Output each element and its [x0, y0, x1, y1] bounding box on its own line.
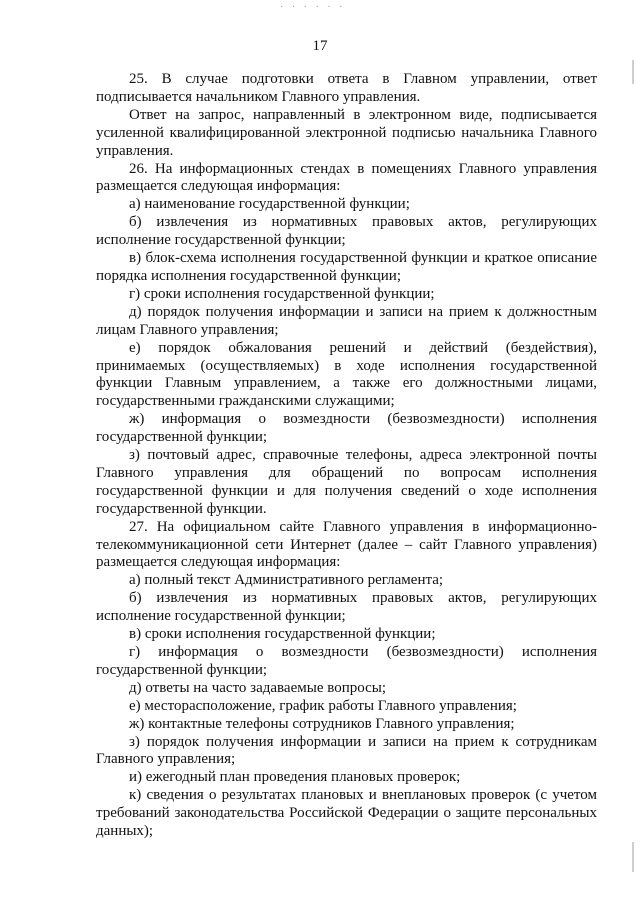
document-body — [96, 71, 597, 841]
scan-artifact: · · · · · · — [280, 2, 346, 13]
list-item: з) почтовый адрес, справочные телефоны, адреса электронной почты Главного управления для обращений по вопросам исполнения государственной функции и для получения сведений о ходе исполнения государственной функции. — [96, 447, 597, 517]
list-item: и) ежегодный план проведения плановых проверок; — [129, 769, 461, 786]
list-item: д) порядок получения информации и записи на прием к должностным лицам Главного управления; — [96, 303, 597, 338]
paragraph-26: 26. На информационных стендах в помещениях Главного управления размещается следующая информация: — [96, 160, 597, 195]
list-item: е) порядок обжалования решений и действий (бездействия), принимаемых (осуществляемых) в ходе исполнения государственной функции Главным управлением, а также его должностными лицами, государственными гражданскими служащими; — [96, 339, 597, 410]
paragraph-electronic-reply: Ответ на запрос, направленный в электронном виде, подписывается усиленной квалифицированной электронной подписью начальника Главного управления. — [96, 106, 597, 159]
paragraph-27: 27. На официальном сайте Главного управления в информационно-телекоммуникационной сети Интернет (далее – сайт Главного управления) размещается следующая информация: — [96, 518, 597, 571]
list-item: з) порядок получения информации и записи на прием к сотрудникам Главного управления; — [96, 733, 597, 768]
list-item: г) сроки исполнения государственной функции; — [129, 285, 435, 302]
list-item: а) наименование государственной функции; — [129, 196, 410, 213]
list-item: д) ответы на часто задаваемые вопросы; — [129, 679, 387, 696]
list-item: а) полный текст Административного регламента; — [129, 572, 444, 589]
scan-edge-mark — [632, 842, 634, 872]
page-number: 17 — [312, 38, 328, 54]
list-item: к) сведения о результатах плановых и внеплановых проверок (с учетом требований законодательства Российской Федерации о защите персональных данных); — [96, 787, 597, 840]
list-item: в) блок-схема исполнения государственной функции и краткое описание порядка исполнения государственной функции; — [96, 250, 597, 284]
paragraph-25: 25. В случае подготовки ответа в Главном управлении, ответ подписывается начальником Главного управления. — [96, 71, 597, 105]
scan-edge-mark — [632, 60, 634, 84]
list-item: б) извлечения из нормативных правовых актов, регулирующих исполнение государственной функции; — [96, 590, 597, 625]
list-item: ж) информация о возмездности (безвозмездности) исполнения государственной функции; — [96, 411, 597, 446]
list-item: е) месторасположение, график работы Главного управления; — [129, 697, 517, 714]
list-item: ж) контактные телефоны сотрудников Главного управления; — [129, 715, 515, 732]
list-item: г) информация о возмездности (безвозмездности) исполнения государственной функции; — [96, 644, 597, 678]
list-item: б) извлечения из нормативных правовых актов, регулирующих исполнение государственной функции; — [96, 214, 597, 249]
list-item: в) сроки исполнения государственной функции; — [129, 626, 436, 643]
